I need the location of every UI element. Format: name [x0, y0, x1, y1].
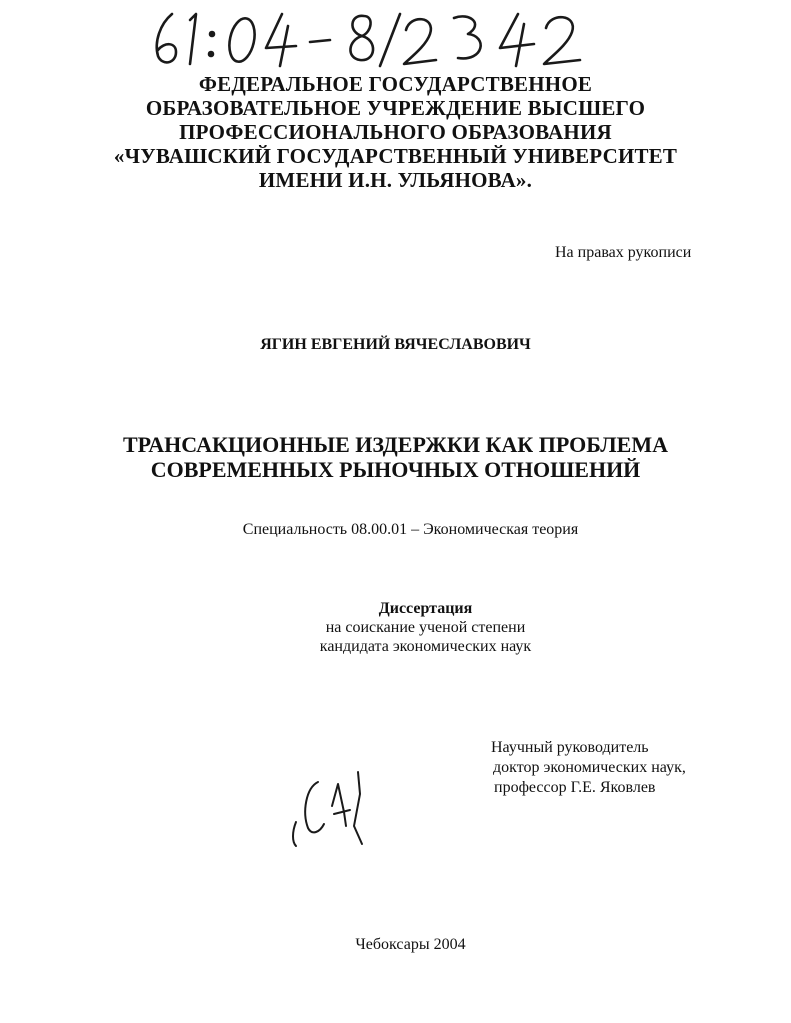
institution-line: ИМЕНИ И.Н. УЛЬЯНОВА». [258, 168, 533, 192]
institution-line: ОБРАЗОВАТЕЛЬНОЕ УЧРЕЖДЕНИЕ ВЫСШЕГО [145, 96, 646, 120]
supervisor-role: Научный руководитель [491, 739, 649, 756]
degree-line-1: на соискание ученой степени [325, 619, 526, 636]
city-year: Чебоксары 2004 [355, 936, 466, 953]
supervisor-degree: доктор экономических наук, [493, 759, 686, 776]
institution-line: ФЕДЕРАЛЬНОЕ ГОСУДАРСТВЕННОЕ [198, 72, 593, 96]
institution-name [60, 72, 731, 192]
title-line: ТРАНСАКЦИОННЫЕ ИЗДЕРЖКИ КАК ПРОБЛЕМА [123, 432, 668, 457]
supervisor-name: профессор Г.Е. Яковлев [494, 779, 656, 796]
institution-line: ПРОФЕССИОНАЛЬНОГО ОБРАЗОВАНИЯ [179, 120, 612, 144]
dissertation-title [60, 432, 731, 482]
supervisor-block [491, 738, 686, 798]
author-name: ЯГИН ЕВГЕНИЙ ВЯЧЕСЛАВОВИЧ [260, 336, 531, 353]
specialty-line: Специальность 08.00.01 – Экономическая теория [242, 521, 579, 538]
title-line: СОВРЕМЕННЫХ РЫНОЧНЫХ ОТНОШЕНИЙ [150, 457, 641, 482]
dissertation-heading: Диссертация [378, 600, 473, 617]
handwritten-archive-code [150, 8, 590, 70]
degree-line-2: кандидата экономических наук [319, 638, 532, 655]
rights-note: На правах рукописи [555, 244, 692, 261]
signature [288, 766, 388, 856]
institution-line: «ЧУВАШСКИЙ ГОСУДАРСТВЕННЫЙ УНИВЕРСИТЕТ [113, 144, 678, 168]
dissertation-block [0, 599, 791, 656]
